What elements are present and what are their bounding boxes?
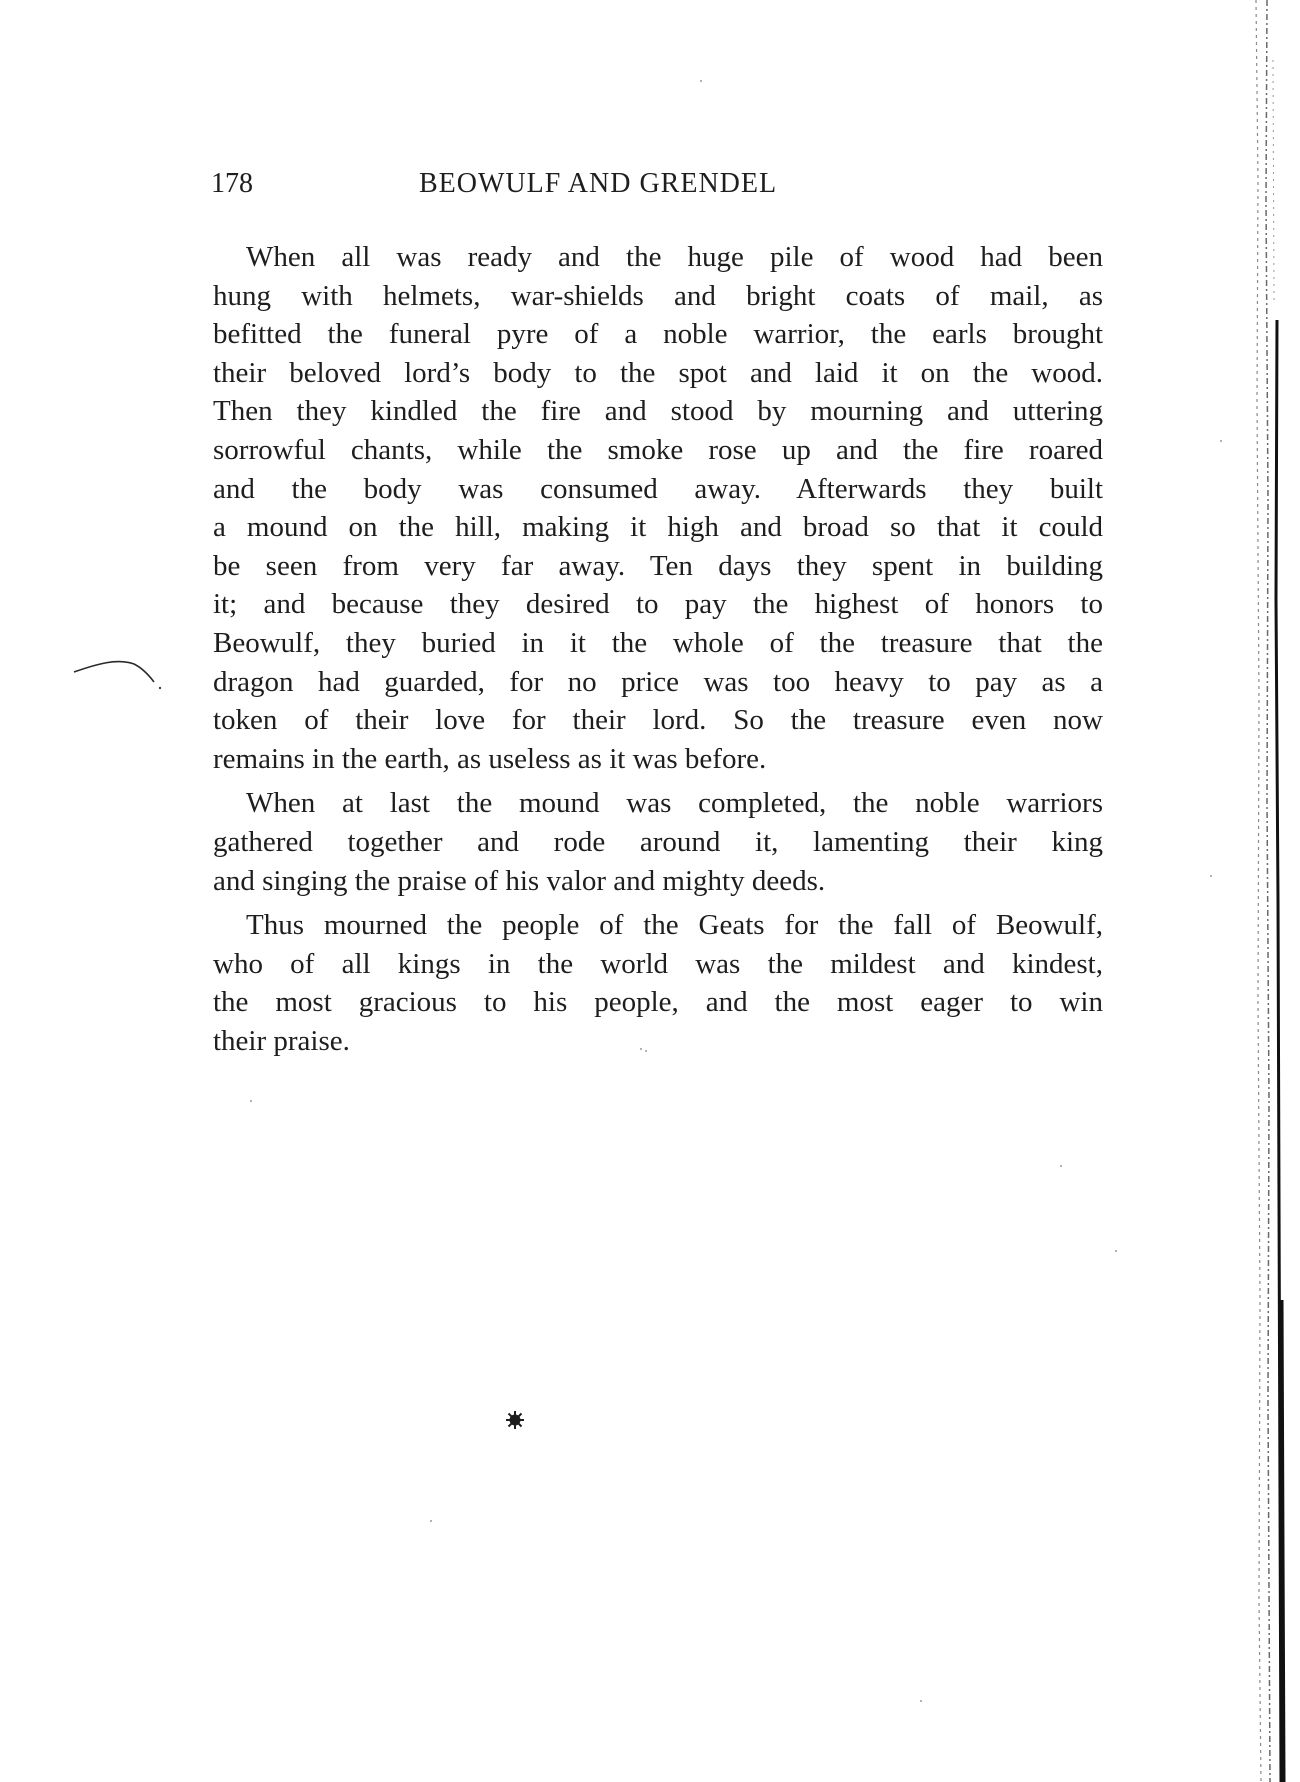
paper-speck [920, 1700, 922, 1702]
text-line: When at last the mound was completed, the noble warriors [246, 787, 1103, 820]
text-line: who of all kings in the world was the mildest and kindest, [213, 947, 1103, 980]
paper-speck [1220, 440, 1222, 442]
text-line: When all was ready and the huge pile of wood had been [246, 241, 1103, 273]
body-text [213, 238, 1103, 1060]
binding-shadow [1255, 0, 1300, 1782]
paper-speck [645, 1050, 647, 1052]
paragraph-3 [213, 906, 1103, 1060]
text-line: their praise. [213, 1024, 350, 1057]
text-line: Beowulf, they buried in it the whole of the treasure that the [213, 626, 1103, 659]
paper-speck [1210, 875, 1212, 877]
text-line: it; and because they desired to pay the highest of honors to [213, 588, 1103, 621]
text-line: remains in the earth, as useless as it was before. [213, 742, 767, 775]
paper-speck [700, 80, 702, 82]
page-number: 178 [211, 168, 253, 199]
text-line: gathered together and rode around it, lamenting their king [213, 825, 1103, 858]
text-line: token of their love for their lord. So the treasure even now [213, 704, 1103, 737]
text-line: Then they kindled the fire and stood by mourning and uttering [213, 395, 1103, 428]
running-title: BEOWULF AND GRENDEL [419, 168, 778, 199]
paper-speck [1115, 1250, 1117, 1252]
text-line: the most gracious to his people, and the most eager to win [213, 986, 1103, 1019]
text-line: a mound on the hill, making it high and broad so that it could [213, 511, 1103, 544]
text-line: Thus mourned the people of the Geats for the fall of Beowulf, [246, 909, 1103, 942]
page-header [211, 168, 1103, 208]
text-line: and singing the praise of his valor and mighty deeds. [213, 864, 826, 897]
paper-speck [1060, 1165, 1062, 1167]
text-line: and the body was consumed away. Afterwards they built [213, 472, 1103, 505]
asterisk-ornament-icon [505, 1410, 525, 1430]
paper-speck [430, 1520, 432, 1522]
paragraph-1 [213, 238, 1103, 778]
text-line: their beloved lord’s body to the spot and laid it on the wood. [213, 356, 1103, 389]
paragraph-2 [213, 784, 1103, 900]
text-line: be seen from very far away. Ten days they spent in building [213, 549, 1103, 582]
paper-speck [250, 1100, 252, 1102]
pencil-margin-mark-icon [72, 652, 168, 702]
text-line: hung with helmets, war-shields and bright coats of mail, as [213, 279, 1103, 312]
text-line: dragon had guarded, for no price was too heavy to pay as a [213, 665, 1103, 698]
text-line: sorrowful chants, while the smoke rose up and the fire roared [213, 433, 1103, 466]
paper-speck [640, 1048, 642, 1050]
text-line: befitted the funeral pyre of a noble warrior, the earls brought [213, 318, 1103, 351]
